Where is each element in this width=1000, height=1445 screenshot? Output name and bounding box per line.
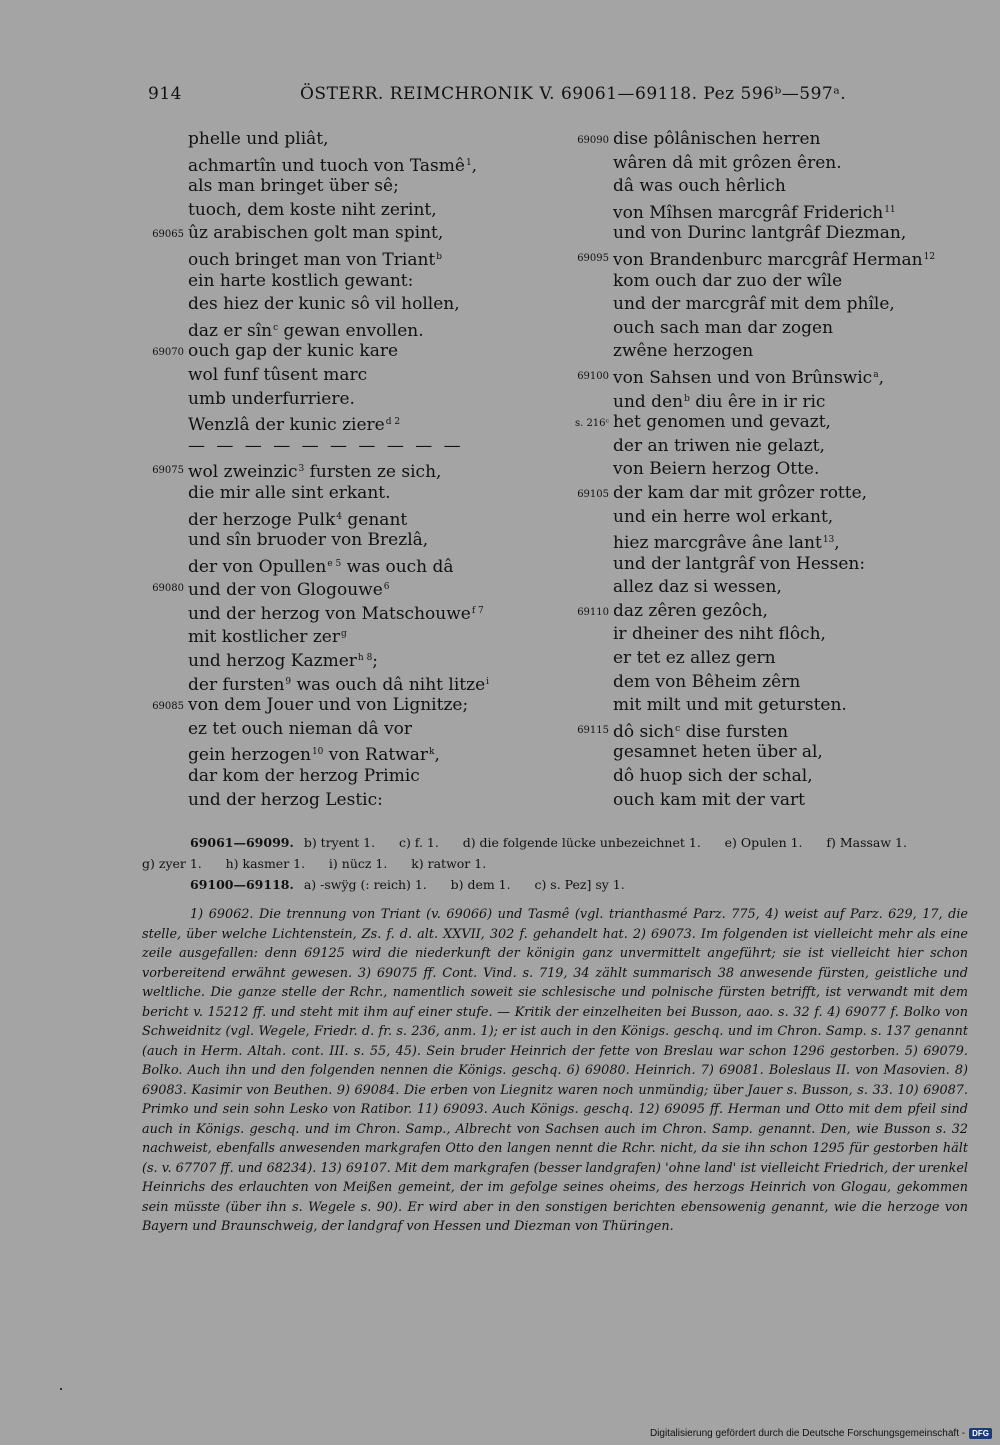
verse-text-part: kom ouch dar zuo der wîle: [613, 270, 843, 291]
scan-speck: [60, 1388, 62, 1390]
verse-line: [565, 340, 965, 364]
verse-text-part: ein harte kostlich gewant:: [188, 270, 414, 291]
verse-text-part: daz er sîn: [188, 320, 273, 341]
verse-line: [565, 789, 965, 813]
verse-line: [140, 741, 520, 765]
verse-text: [613, 222, 906, 246]
verse-line: [565, 623, 965, 647]
note-reference: i: [486, 676, 490, 687]
verse-text: [188, 152, 477, 179]
verse-text-part: dar kom der herzog Primic: [188, 766, 420, 787]
verse-text-part: gewan envollen.: [278, 320, 424, 341]
verse-text-part: von Sahsen und von Brûnswic: [613, 367, 873, 388]
verse-text-part: ez tet ouch nieman dâ vor: [188, 718, 413, 739]
variant-apparatus: [142, 832, 972, 895]
footnotes: [142, 905, 968, 1237]
verse-text-part: ouch sach man dar zogen: [613, 317, 834, 338]
verse-text-part: ;: [372, 651, 379, 672]
note-reference: 11: [884, 204, 896, 215]
verse-text-part: — — — — — — — — — —: [188, 435, 464, 456]
verse-text: [613, 647, 776, 671]
verse-text: [188, 600, 484, 627]
verse-column-right: [565, 128, 965, 812]
verse-number: 69075: [152, 465, 184, 477]
verse-text-part: von Ratwar: [323, 745, 428, 766]
verse-text-part: hiez marcgrâve âne lant: [613, 533, 822, 554]
verse-number: 69095: [577, 252, 609, 264]
verse-text-part: zwêne herzogen: [613, 341, 754, 362]
note-reference: a: [873, 369, 879, 380]
verse-text-part: als man bringet über sê;: [188, 176, 399, 197]
verse-line: [565, 576, 965, 600]
verse-text-part: ouch bringet man von Triant: [188, 249, 436, 270]
verse-text: [188, 388, 355, 412]
verse-text-part: der kam dar mit grôzer rotte,: [613, 482, 868, 503]
verse-text: [613, 388, 825, 415]
verse-text-part: und der von Glogouwe: [188, 580, 383, 601]
verse-text: [613, 529, 840, 556]
note-reference: e 5: [327, 558, 342, 569]
page-number: 914: [148, 84, 182, 104]
verse-text-part: und herzog Kazmer: [188, 651, 357, 672]
verse-text: [188, 671, 489, 698]
verse-line: [140, 152, 520, 176]
verse-text: [613, 482, 867, 506]
verse-line: [565, 128, 965, 152]
verse-line: [565, 175, 965, 199]
verse-line: [140, 175, 520, 199]
verse-line: [565, 411, 965, 435]
verse-text-part: und den: [613, 391, 684, 412]
verse-line: [140, 789, 520, 813]
verse-text: [188, 765, 420, 789]
verse-text: [613, 340, 753, 364]
note-reference: 1: [465, 157, 472, 168]
running-title: ÖSTERR. REIMCHRONIK V. 69061—69118. Pez 596ᵇ—597ᵃ.: [300, 84, 847, 104]
verse-text: [188, 553, 454, 580]
verse-line: [565, 506, 965, 530]
variant-row: [142, 874, 972, 895]
verse-text-part: ouch gap der kunic kare: [188, 341, 399, 362]
note-reference: d 2: [385, 417, 401, 428]
note-reference: h 8: [357, 653, 373, 664]
verse-text-part: dô sich: [613, 721, 675, 742]
verse-line: [565, 553, 965, 577]
verse-text-part: tuoch, dem koste niht zerint,: [188, 199, 437, 220]
verse-line: [565, 388, 965, 412]
verse-text: [188, 694, 468, 718]
verse-text-part: gesamnet heten über al,: [613, 742, 823, 763]
verse-text: [188, 718, 412, 742]
verse-line: [565, 458, 965, 482]
verse-text: [613, 246, 935, 273]
verse-text: [613, 175, 786, 199]
verse-text: [613, 765, 813, 789]
verse-text-part: und der herzog Lestic:: [188, 789, 383, 810]
verse-text: [613, 576, 782, 600]
verse-text-part: gein herzogen: [188, 745, 311, 766]
verse-text: [613, 671, 800, 695]
verse-text-part: der herzoge Pulk: [188, 509, 336, 530]
verse-line: [565, 270, 965, 294]
verse-number: 69080: [152, 583, 184, 595]
verse-text: [188, 317, 424, 344]
verse-text-part: was ouch dâ niht litze: [291, 674, 486, 695]
verse-text-part: des hiez der kunic sô vil hollen,: [188, 294, 460, 315]
verse-number: 69090: [577, 135, 609, 146]
verse-text-part: der fursten: [188, 674, 285, 695]
note-reference: 13: [822, 535, 835, 546]
verse-text-part: achmartîn und tuoch von Tasmê: [188, 155, 465, 176]
variant-readings: g) zyer 1. h) kasmer 1. i) nücz 1. k) ratwor 1.: [142, 856, 487, 871]
verse-line: [140, 222, 520, 246]
verse-text-part: dise pôlânischen herren: [613, 129, 821, 149]
verse-number: 69115: [577, 724, 609, 736]
verse-text-part: ,: [878, 367, 884, 388]
verse-line: [140, 506, 520, 530]
verse-line: [140, 199, 520, 223]
verse-text: [188, 411, 400, 438]
verse-text: [188, 506, 407, 533]
verse-line: [565, 199, 965, 223]
note-reference: b: [684, 393, 690, 404]
verse-text-part: diu êre in ir ric: [689, 391, 826, 412]
verse-text: [613, 128, 820, 152]
verse-number: 69070: [152, 347, 184, 359]
verse-line: [140, 647, 520, 671]
verse-line: [565, 694, 965, 718]
verse-column-left: [140, 128, 520, 812]
variant-readings: a) -swÿg (: reich) 1. b) dem 1. c) s. Pez] sy 1.: [303, 877, 625, 892]
dfg-logo-icon: DFG: [969, 1428, 992, 1439]
verse-text-part: er tet ez allez gern: [613, 648, 776, 669]
verse-text: [188, 340, 398, 364]
verse-text: [188, 128, 329, 152]
verse-line: [140, 600, 520, 624]
verse-text: [613, 741, 823, 765]
verse-text-part: dise fursten: [680, 721, 789, 742]
variant-readings: b) tryent 1. c) f. 1. d) die folgende lücke unbezeichnet 1. e) Opulen 1. f) Massaw 1.: [303, 835, 907, 850]
verse-text-part: was ouch dâ: [341, 556, 454, 577]
verse-text: [188, 458, 441, 485]
verse-text: [188, 482, 391, 506]
verse-text: [188, 435, 464, 459]
verse-text-part: wâren dâ mit grôzen êren.: [613, 152, 842, 173]
verse-text-part: allez daz si wessen,: [613, 577, 782, 598]
verse-text-part: von Mîhsen marcgrâf Friderich: [613, 202, 884, 223]
note-reference: k: [428, 747, 435, 758]
verse-text-part: dem von Bêheim zêrn: [613, 671, 801, 692]
verse-line: [565, 152, 965, 176]
verse-text: [613, 152, 842, 176]
verse-line: [140, 553, 520, 577]
verse-line: [565, 671, 965, 695]
verse-text-part: und der marcgrâf mit dem phîle,: [613, 294, 895, 315]
note-reference: c: [675, 723, 681, 734]
verse-line: [140, 435, 520, 459]
verse-text-part: ouch kam mit der vart: [613, 789, 805, 810]
verse-line: [140, 364, 520, 388]
verse-number: 69100: [577, 370, 609, 382]
note-reference: c: [273, 322, 279, 333]
verse-text-part: der an triwen nie gelazt,: [613, 435, 825, 456]
verse-text: [188, 199, 437, 223]
verse-text-part: und ein herre wol erkant,: [613, 506, 834, 527]
variant-row: [142, 832, 972, 853]
verse-line: [140, 765, 520, 789]
verse-line: [565, 647, 965, 671]
verse-text-part: wol zweinzic: [188, 462, 298, 483]
verse-text-part: mit kostlicher zer: [188, 627, 340, 648]
verse-text: [613, 789, 805, 813]
verse-number: 69105: [577, 488, 609, 500]
variant-row: [142, 853, 972, 874]
verse-line: [565, 741, 965, 765]
verse-line: [140, 246, 520, 270]
verse-text: [188, 741, 440, 768]
verse-text-part: phelle und pliât,: [188, 129, 329, 149]
verse-text-part: het genomen und gevazt,: [613, 412, 831, 433]
verse-text: [188, 576, 390, 603]
verse-text-part: und der lantgrâf von Hessen:: [613, 553, 866, 574]
verse-text-part: Wenzlâ der kunic ziere: [188, 415, 385, 436]
verse-line: [565, 600, 965, 624]
verse-text-part: daz zêren gezôch,: [613, 600, 768, 621]
note-reference: 10: [311, 747, 324, 758]
verse-text: [613, 411, 831, 435]
verse-text-part: dô huop sich der schal,: [613, 766, 813, 787]
note-reference: g: [340, 629, 347, 640]
verse-text-part: und der herzog von Matschouwe: [188, 603, 471, 624]
verse-text: [188, 529, 428, 553]
verse-text: [613, 553, 865, 577]
verse-text-part: von Beiern herzog Otte.: [613, 459, 820, 480]
footnote-text: 1) 69062. Die trennung von Triant (v. 69066) und Tasmê (vgl. trianthasmé Parz. 775, 4) weist auf Parz. 629, 17, die stelle, über welche Lichtenstein, Zs. f. d. alt. XXVII, 302 f. gehandelt hat. 2) 69073. Im folgenden ist vielleicht mehr als eine zeile ausgefallen: denn 69125 wird die niederkunft der königin ganz unvermittelt angeführt; sie ist vielleicht hier schon vorbereitend erwähnt gewesen. 3) 69075 ff. Cont. Vind. s. 719, 34 zählt summarisch 38 anwesende fürsten, geistliche und weltliche. Die ganze stelle der Rchr., namentlich soweit sie schlesische und polnische fürsten betrifft, ist verwandt mit dem bericht v. 15212 ff. und steht mit ihm auf einer stufe. — Kritik der einzelheiten bei Busson, aao. s. 32 f. 4) 69077 f. Bolko von Schweidnitz (vgl. Wegele, Friedr. d. fr. s. 236, anm. 1); er ist auch in den Königs. geschq. und im Chron. Samp. s. 137 genannt (auch in Herm. Altah. cont. III. s. 55, 45). Sein bruder Heinrich der fette von Breslau war schon 1296 gestorben. 5) 69079. Bolko. Auch ihn und den folgenden nennen die Königs. geschq. 6) 69080. Heinrich. 7) 69081. Boleslaus II. von Masovien. 8) 69083. Kasimir von Beuthen. 9) 69084. Die erben von Liegnitz waren noch unmündig; über Jauer s. Busson, s. 33. 10) 69087. Primko und sein sohn Lesko von Ratibor. 11) 69093. Auch Königs. geschq. 12) 69095 ff. Herman und Otto mit dem pfeil sind auch in Königs. geschq. und im Chron. Samp., Albrecht von Sachsen auch im Chron. Samp. genannt. Den, wie Busson s. 32 nachweist, ebenfalls anwesenden markgrafen Otto den langen nennt die Rchr. nicht, da sie ihn schon 1295 für gestorben hält (s. v. 67707 ff. und 68234). 13) 69107. Mit dem markgrafen (besser landgrafen) 'ohne land' ist vielleicht Friedrich, der urenkel Heinrichs des erlauchten von Meißen gemeint, der im gefolge seines oheims, des herzogs Heinrich von Glogau, gekommen sein müsste (über ihn s. Wegele s. 90). Er wird aber in den sonstigen berichten ebensowenig genannt, wie die herzoge von Bayern und Braunschweig, der landgraf von Hessen und Diezman von Thüringen.: [142, 907, 968, 1234]
verse-line: [565, 364, 965, 388]
note-reference: b: [436, 251, 443, 262]
verse-line: [140, 293, 520, 317]
verse-text-part: ûz arabischen golt man spint,: [188, 223, 444, 244]
verse-text: [613, 199, 896, 226]
verse-number: 69065: [152, 229, 184, 241]
verse-text-part: umb underfurriere.: [188, 388, 355, 409]
verse-text-part: von dem Jouer und von Lignitze;: [188, 695, 469, 716]
verse-text-part: und von Durinc lantgrâf Diezman,: [613, 223, 907, 244]
verse-text: [613, 435, 825, 459]
verse-text: [613, 364, 884, 391]
verse-text: [188, 175, 399, 199]
verse-text: [613, 694, 847, 718]
verse-text: [188, 246, 442, 273]
note-reference: 12: [923, 251, 936, 262]
verse-line: [565, 718, 965, 742]
verse-line: [140, 128, 520, 152]
verse-line: [565, 222, 965, 246]
verse-line: [565, 246, 965, 270]
verse-text-part: ,: [471, 155, 478, 176]
verse-text-part: von Brandenburc marcgrâf Herman: [613, 249, 923, 270]
verse-text: [613, 623, 826, 647]
verse-text-part: dâ was ouch hêrlich: [613, 176, 786, 197]
verse-text: [188, 364, 367, 388]
verse-text-part: mit milt und mit getursten.: [613, 695, 847, 716]
note-reference: 6: [383, 582, 390, 593]
verse-text-part: ,: [834, 533, 840, 554]
verse-line: [140, 671, 520, 695]
verse-line: [140, 482, 520, 506]
verse-line: [565, 482, 965, 506]
verse-line: [140, 623, 520, 647]
verse-line: [140, 270, 520, 294]
verse-line: [140, 458, 520, 482]
note-reference: 9: [285, 676, 292, 687]
note-reference: 3: [298, 464, 305, 475]
verse-text-part: wol funf tûsent marc: [188, 364, 368, 385]
note-reference: 4: [336, 511, 343, 522]
verse-line: [565, 435, 965, 459]
verse-line: [565, 765, 965, 789]
verse-text: [613, 317, 833, 341]
verse-line: [140, 718, 520, 742]
verse-text-part: ,: [434, 745, 440, 766]
verse-text: [188, 789, 383, 813]
verse-text-part: und sîn bruoder von Brezlâ,: [188, 530, 429, 551]
verse-text-part: ir dheiner des niht flôch,: [613, 624, 826, 645]
verse-line: [140, 576, 520, 600]
verse-line: [565, 529, 965, 553]
verse-text: [188, 623, 347, 650]
verse-text: [188, 270, 413, 294]
verse-text: [613, 270, 842, 294]
verse-line: [140, 529, 520, 553]
verse-text: [188, 222, 443, 246]
verse-text-part: der von Opullen: [188, 556, 327, 577]
verse-line: [140, 694, 520, 718]
verse-text: [613, 718, 788, 745]
verse-line: [140, 411, 520, 435]
footer-text: Digitalisierung gefördert durch die Deutsche Forschungsgemeinschaft -: [649, 1428, 966, 1439]
verse-number: 69085: [152, 701, 184, 713]
verse-text: [613, 293, 895, 317]
verse-line: [140, 388, 520, 412]
verse-line: [140, 317, 520, 341]
verse-line: [140, 340, 520, 364]
verse-number: 69110: [577, 606, 609, 618]
verse-text: [613, 600, 768, 624]
variant-range-heading: 69061—69099.: [190, 835, 294, 850]
verse-text-part: fursten ze sich,: [304, 462, 442, 483]
verse-text: [613, 506, 833, 530]
verse-text: [188, 293, 460, 317]
note-reference: f 7: [471, 605, 484, 616]
verse-number: s. 216ᶜ: [574, 418, 609, 430]
verse-line: [565, 317, 965, 341]
verse-line: [565, 293, 965, 317]
verse-text: [613, 458, 819, 482]
verse-text: [188, 647, 378, 674]
digitization-footer: [650, 1428, 992, 1439]
verse-text-part: die mir alle sint erkant.: [188, 482, 391, 503]
verse-text-part: genant: [342, 509, 408, 530]
variant-range-heading: 69100—69118.: [190, 877, 294, 892]
